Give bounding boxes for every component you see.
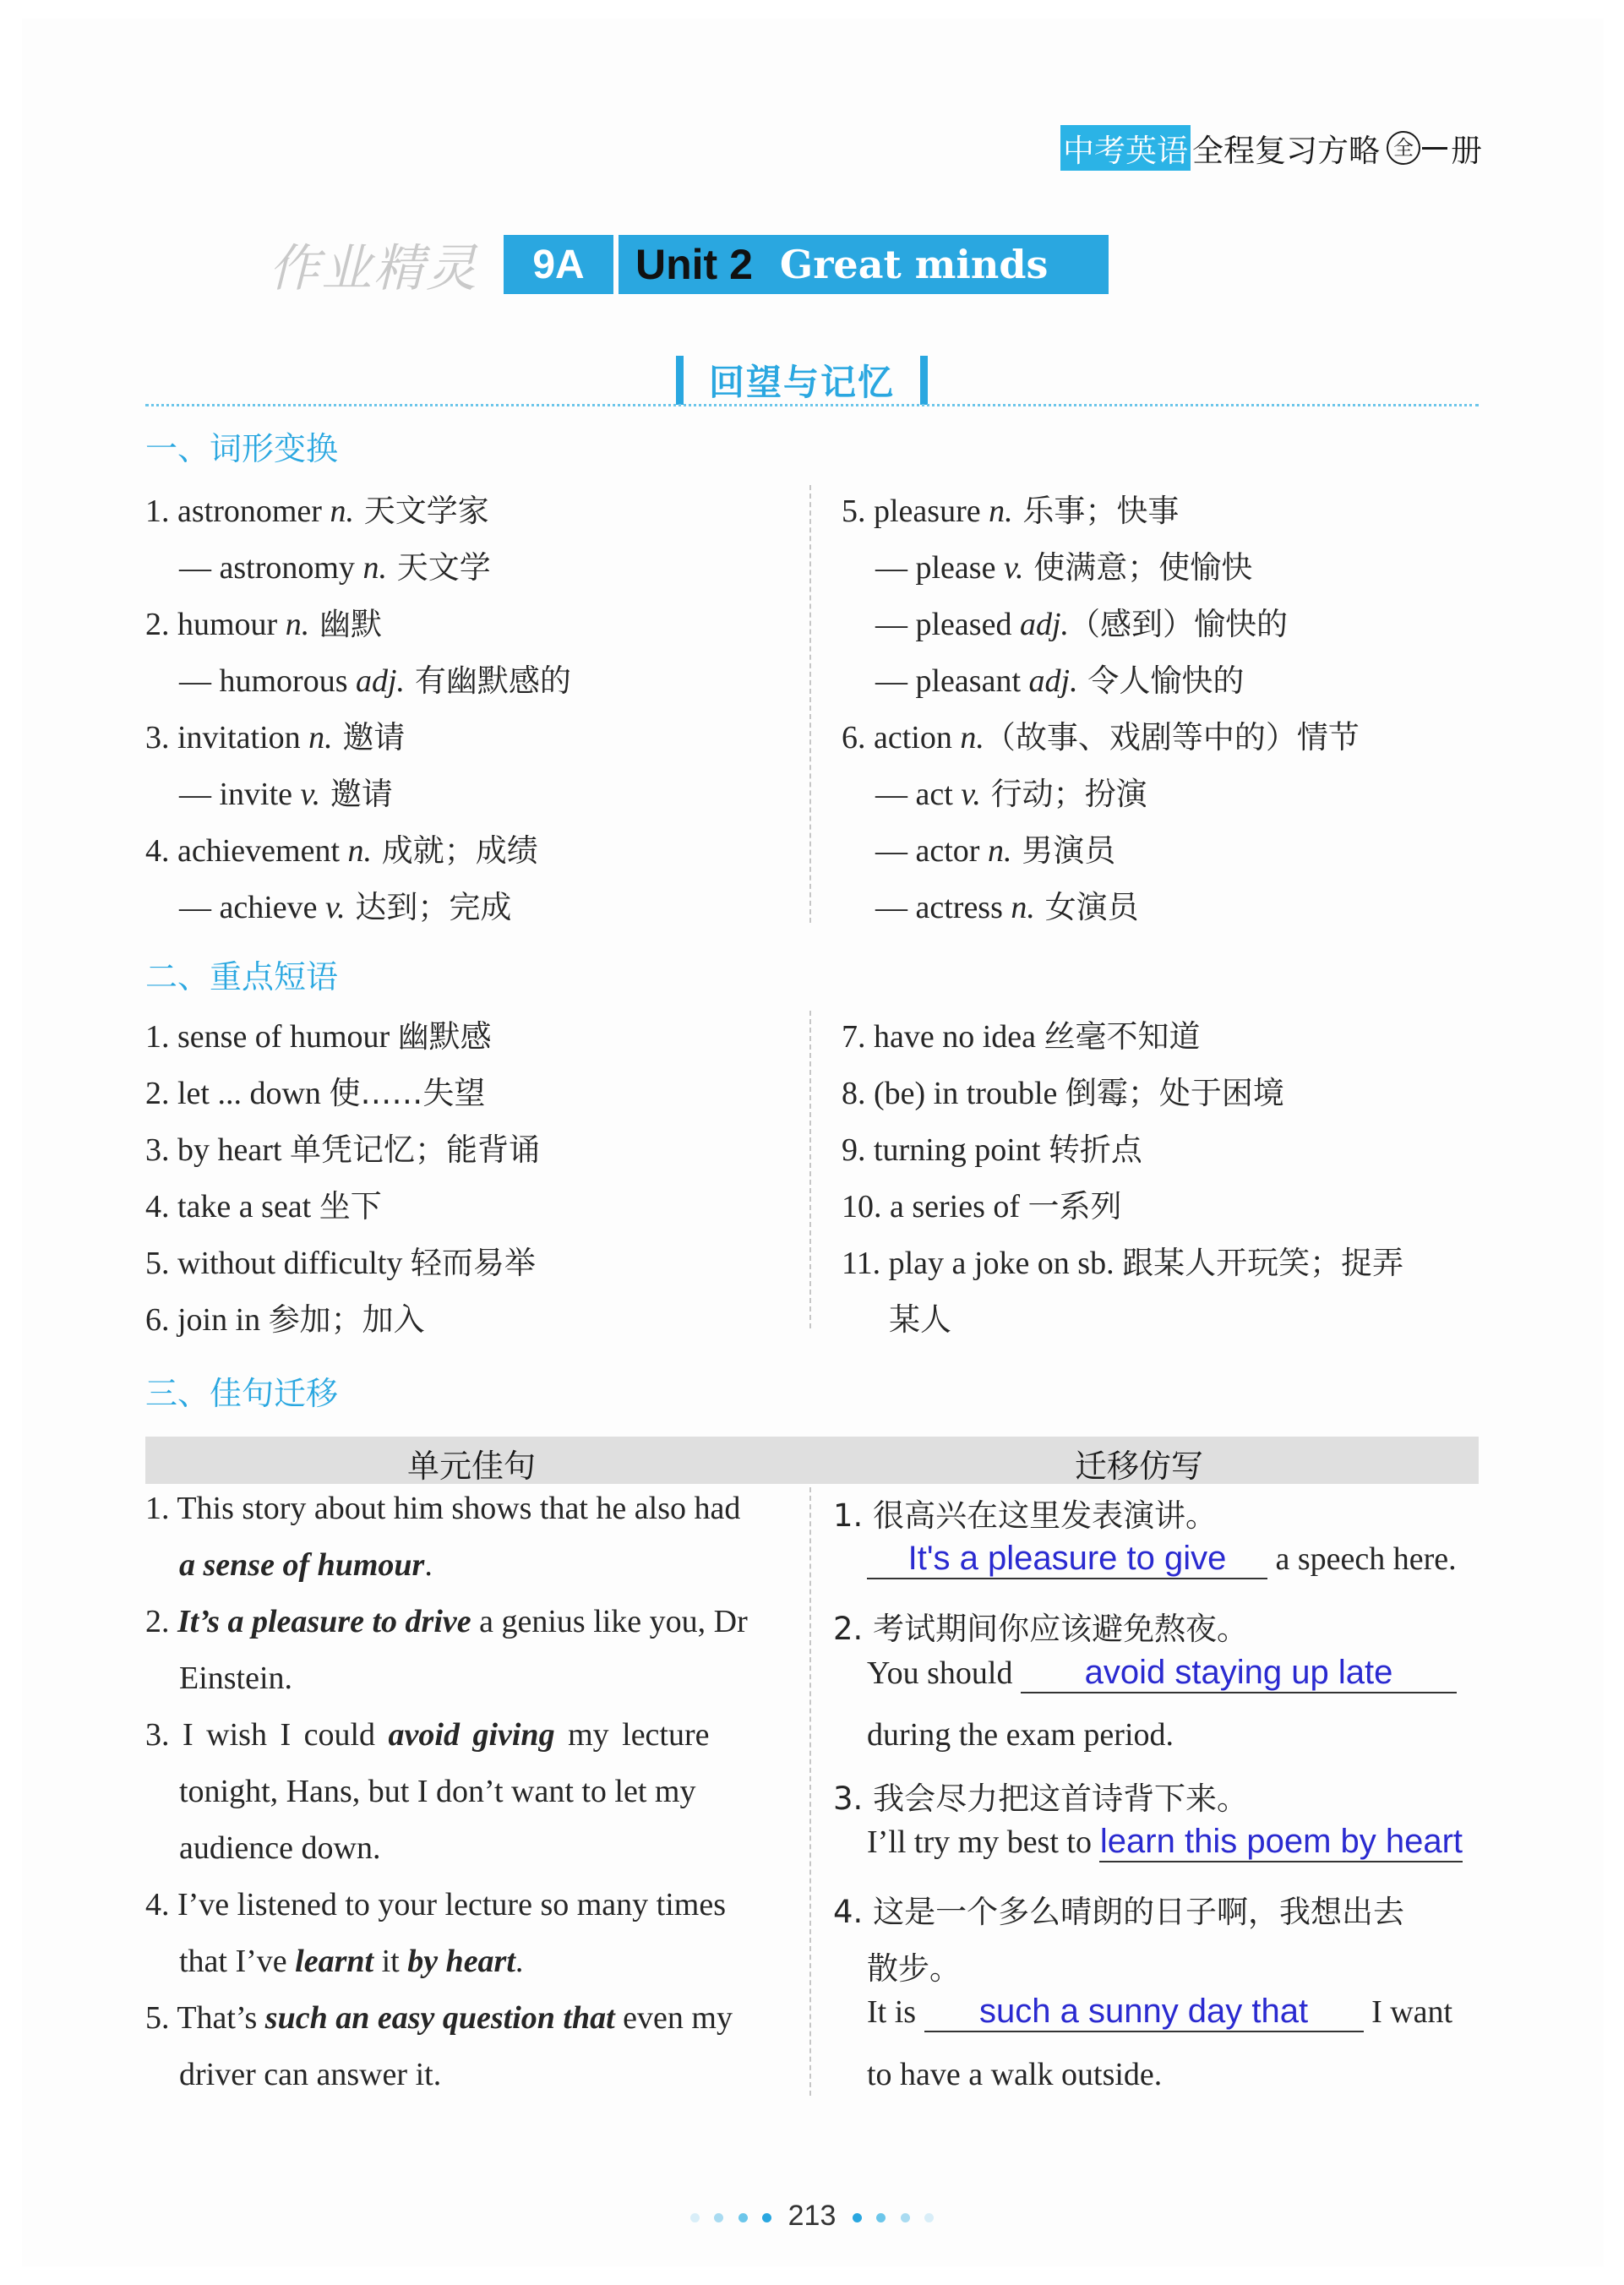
list-item: — pleased adj.（感到）愉快的 [875, 606, 1289, 642]
sentence-line: 3. I wish I could avoid giving my lecture [145, 1717, 710, 1753]
part1-heading: 一、词形变换 [145, 430, 339, 467]
answer-line: You should avoid staying up late [867, 1654, 1457, 1693]
answer-blank[interactable]: learn this poem by heart [1099, 1823, 1463, 1862]
unit-heading [619, 235, 1109, 294]
decor-dot [924, 2213, 934, 2222]
watermark-logo: 作业精灵 [269, 239, 478, 298]
prompt-line: 1. 很高兴在这里发表演讲。 [833, 1497, 1218, 1534]
series-title [1060, 125, 1482, 171]
list-item: 1. sense of humour 幽默感 [145, 1018, 492, 1055]
section-title-text: 回望与记忆 [709, 362, 896, 403]
sentence-line: to have a walk outside. [867, 2057, 1163, 2092]
answer-line: It is such a sunny day that I want [867, 1993, 1452, 2032]
list-item: 6. join in 参加；加入 [145, 1301, 425, 1338]
list-item: — act v. 行动；扮演 [875, 776, 1147, 812]
sentence-line: Einstein. [179, 1661, 293, 1696]
volume-end: 册 [1451, 133, 1482, 169]
column-header-right: 迁移仿写 [1075, 1448, 1204, 1485]
list-item: 9. turning point 转折点 [842, 1132, 1142, 1168]
decor-dot [738, 2213, 748, 2222]
unit-label: Unit 2 [635, 241, 753, 288]
sentence-line: tonight, Hans, but I don’t want to let my [179, 1774, 696, 1809]
answer-blank[interactable]: avoid staying up late [1021, 1654, 1457, 1693]
section-divider [145, 404, 1479, 406]
decor-dot [690, 2213, 700, 2222]
list-item: 3. invitation n. 邀请 [145, 719, 406, 755]
list-item: — actress n. 女演员 [875, 889, 1139, 925]
decor-dot [762, 2213, 771, 2222]
unit-title: Great minds [779, 242, 1049, 287]
column-header-left: 单元佳句 [407, 1448, 537, 1485]
list-item: 7. have no idea 丝毫不知道 [842, 1018, 1201, 1055]
part1-column-divider [809, 485, 811, 923]
answer-line: I’ll try my best to learn this poem by heart [867, 1823, 1463, 1862]
sentence-line: a sense of humour. [179, 1547, 433, 1583]
list-item: 3. by heart 单凭记忆；能背诵 [145, 1132, 540, 1168]
sentence-line: that I’ve learnt it by heart. [179, 1944, 524, 1979]
sentence-line: 2. It’s a pleasure to drive a genius like you, Dr [145, 1604, 748, 1639]
decor-dot [901, 2213, 910, 2222]
sentence-line: during the exam period. [867, 1717, 1174, 1753]
volume-dash [1422, 147, 1447, 150]
list-item: 11. play a joke on sb. 跟某人开玩笑；捉弄 [842, 1245, 1404, 1281]
list-item: 8. (be) in trouble 倒霉；处于困境 [842, 1075, 1284, 1111]
prompt-line: 2. 考试期间你应该避免熬夜。 [833, 1611, 1249, 1647]
unit-code: 9A [504, 235, 613, 294]
decor-dot [853, 2213, 862, 2222]
list-item: — humorous adj. 有幽默感的 [179, 663, 571, 699]
list-item: — astronomy n. 天文学 [179, 549, 491, 586]
list-item: — actor n. 男演员 [875, 832, 1116, 869]
list-item: 5. without difficulty 轻而易举 [145, 1245, 536, 1281]
section-title [676, 355, 928, 406]
series-rest: 全程复习方略 [1192, 133, 1380, 169]
list-item: 某人 [889, 1301, 951, 1338]
sentence-line: driver can answer it. [179, 2057, 442, 2092]
list-item: 6. action n.（故事、戏剧等中的）情节 [842, 719, 1360, 755]
list-item: 2. let ... down 使……失望 [145, 1075, 486, 1111]
table-header [145, 1437, 1479, 1484]
page-number: 213 [787, 2200, 837, 2232]
part2-heading: 二、重点短语 [145, 958, 339, 995]
prompt-line: 4. 这是一个多么晴朗的日子啊，我想出去 [833, 1894, 1405, 1930]
list-item: 4. take a seat 坐下 [145, 1188, 382, 1224]
sentence-line: 5. That’s such an easy question that even my [145, 2000, 733, 2036]
list-item: — achieve v. 达到；完成 [179, 889, 512, 925]
decor-dot [714, 2213, 723, 2222]
sentence-line: audience down. [179, 1830, 381, 1866]
page-number-bar [0, 2200, 1624, 2233]
answer-blank[interactable]: It's a pleasure to give [867, 1540, 1267, 1579]
section-title-bar-left [676, 356, 684, 405]
decor-dot [876, 2213, 886, 2222]
part3-column-divider [809, 1487, 811, 2096]
answer-blank[interactable]: such a sunny day that [924, 1993, 1364, 2032]
unit-banner [504, 235, 1109, 294]
series-highlight: 中考英语 [1060, 125, 1191, 171]
list-item: 2. humour n. 幽默 [145, 606, 382, 642]
prompt-line: 散步。 [867, 1950, 961, 1987]
part3-heading: 三、佳句迁移 [145, 1375, 339, 1412]
list-item: 10. a series of 一系列 [842, 1188, 1122, 1224]
answer-line: It's a pleasure to give a speech here. [867, 1540, 1457, 1579]
list-item: 5. pleasure n. 乐事；快事 [842, 493, 1180, 529]
section-title-bar-right [920, 356, 928, 405]
list-item: 1. astronomer n. 天文学家 [145, 493, 489, 529]
list-item: — invite v. 邀请 [179, 776, 393, 812]
sentence-line: 1. This story about him shows that he also had [145, 1491, 741, 1526]
list-item: 4. achievement n. 成就；成绩 [145, 832, 538, 869]
volume-circle: 全 [1387, 131, 1420, 165]
prompt-line: 3. 我会尽力把这首诗背下来。 [833, 1781, 1249, 1817]
list-item: — please v. 使满意；使愉快 [875, 549, 1253, 586]
part2-column-divider [809, 1011, 811, 1328]
sentence-line: 4. I’ve listened to your lecture so many times [145, 1887, 726, 1922]
list-item: — pleasant adj. 令人愉快的 [875, 663, 1245, 699]
